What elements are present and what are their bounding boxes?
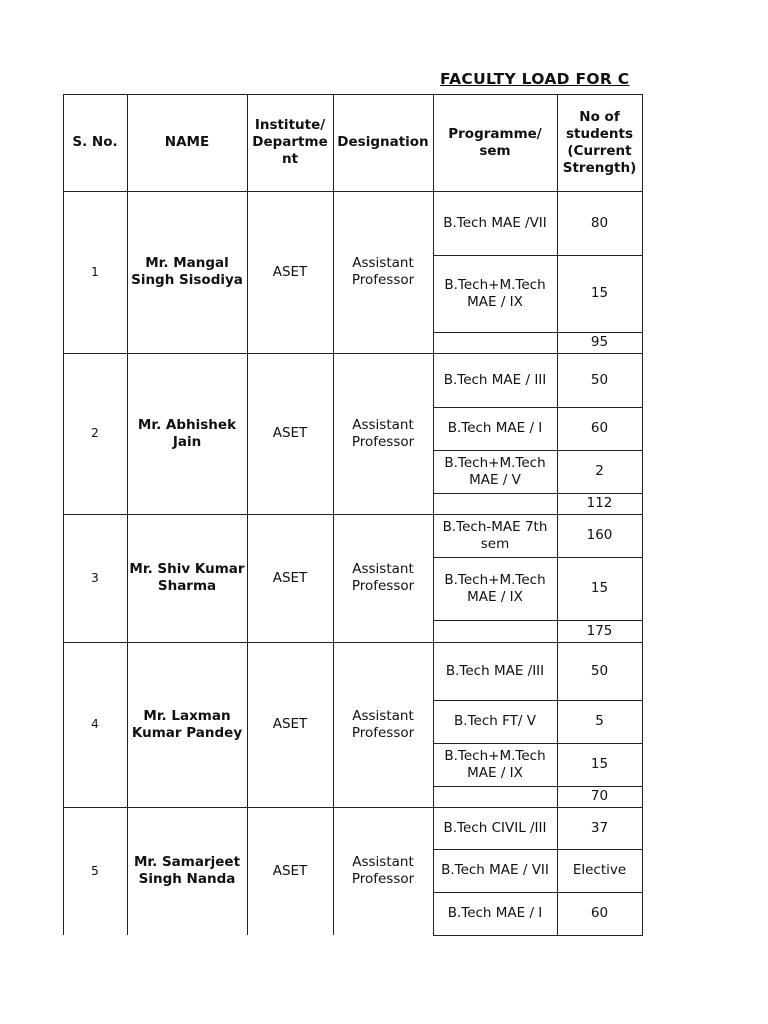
students-cell: 37 xyxy=(590,819,609,836)
programme-cell: B.Tech MAE / III xyxy=(443,371,547,388)
row-border xyxy=(433,514,643,515)
students-cell: Elective xyxy=(572,862,627,878)
sno-cell: 4 xyxy=(91,717,99,731)
students-cell: 15 xyxy=(590,756,609,772)
sno-cell: 2 xyxy=(91,426,99,440)
header-designation: Designation xyxy=(337,134,429,150)
row-border xyxy=(433,620,643,621)
students-cell: 160 xyxy=(586,527,613,543)
row-border xyxy=(433,786,643,787)
programme-cell: B.Tech MAE / I xyxy=(447,905,543,921)
header-sno: S. No. xyxy=(72,134,118,150)
students-cell: 60 xyxy=(590,905,609,921)
students-total: 70 xyxy=(590,788,609,804)
header-programme: Programme/ sem xyxy=(448,125,542,159)
designation-cell: Assistant Professor xyxy=(351,854,415,887)
students-cell: 15 xyxy=(590,285,609,301)
sno-cell: 3 xyxy=(91,570,99,585)
programme-cell: B.Tech CIVIL /III xyxy=(443,819,547,836)
faculty-name: Mr. Mangal Singh Sisodiya xyxy=(131,255,243,288)
students-cell: 80 xyxy=(590,214,609,231)
programme-cell: B.Tech-MAE 7th sem xyxy=(442,518,548,552)
row-border xyxy=(433,892,643,893)
programme-cell: B.Tech MAE / I xyxy=(447,420,543,436)
designation-cell: Assistant Professor xyxy=(351,416,415,450)
row-border xyxy=(433,450,643,451)
faculty-name: Mr. Laxman Kumar Pandey xyxy=(131,707,243,741)
students-cell: 2 xyxy=(595,463,604,479)
institute-cell: ASET xyxy=(272,263,308,280)
students-cell: 15 xyxy=(590,580,609,596)
row-border xyxy=(433,557,643,558)
institute-cell: ASET xyxy=(272,569,308,586)
row-border xyxy=(433,407,643,408)
programme-cell: B.Tech+M.Tech MAE / V xyxy=(444,454,546,488)
table-top-border xyxy=(63,94,643,95)
row-border xyxy=(433,493,643,494)
students-total: 95 xyxy=(590,334,609,350)
designation-cell: Assistant Professor xyxy=(351,255,415,288)
students-cell: 60 xyxy=(590,420,609,436)
row-border xyxy=(433,807,643,808)
faculty-name: Mr. Samarjeet Singh Nanda xyxy=(133,854,241,887)
programme-cell: B.Tech MAE /III xyxy=(445,662,545,679)
row-border xyxy=(433,255,643,256)
header-students: No of students (Current Strength) xyxy=(562,108,637,176)
sno-cell: 5 xyxy=(91,863,99,878)
students-total: 175 xyxy=(586,622,613,639)
programme-cell: B.Tech MAE / VII xyxy=(441,862,549,878)
header-institute: Institute/ Departme nt xyxy=(252,117,328,167)
programme-cell: B.Tech+M.Tech MAE / IX xyxy=(444,571,546,605)
institute-cell: ASET xyxy=(272,862,308,879)
designation-cell: Assistant Professor xyxy=(351,707,415,741)
institute-cell: ASET xyxy=(272,716,308,732)
students-cell: 50 xyxy=(590,662,609,679)
row-border xyxy=(433,353,643,354)
programme-cell: B.Tech+M.Tech MAE / IX xyxy=(444,747,546,781)
students-cell: 5 xyxy=(595,713,604,729)
header-name: NAME xyxy=(164,134,210,150)
programme-cell: B.Tech+M.Tech MAE / IX xyxy=(444,276,546,310)
row-border xyxy=(433,743,643,744)
row-border xyxy=(433,935,643,936)
page-title: FACULTY LOAD FOR C xyxy=(440,70,630,88)
programme-cell: B.Tech FT/ V xyxy=(454,713,536,729)
faculty-name: Mr. Abhishek Jain xyxy=(137,416,237,450)
programme-cell: B.Tech MAE /VII xyxy=(443,214,547,231)
students-total: 112 xyxy=(586,495,613,511)
faculty-name: Mr. Shiv Kumar Sharma xyxy=(129,561,245,594)
row-border xyxy=(433,700,643,701)
institute-cell: ASET xyxy=(272,425,308,441)
row-border xyxy=(433,191,643,192)
row-border xyxy=(433,642,643,643)
sno-cell: 1 xyxy=(91,264,99,279)
row-border xyxy=(433,332,643,333)
designation-cell: Assistant Professor xyxy=(351,561,415,594)
row-border xyxy=(433,849,643,850)
students-cell: 50 xyxy=(590,371,609,388)
